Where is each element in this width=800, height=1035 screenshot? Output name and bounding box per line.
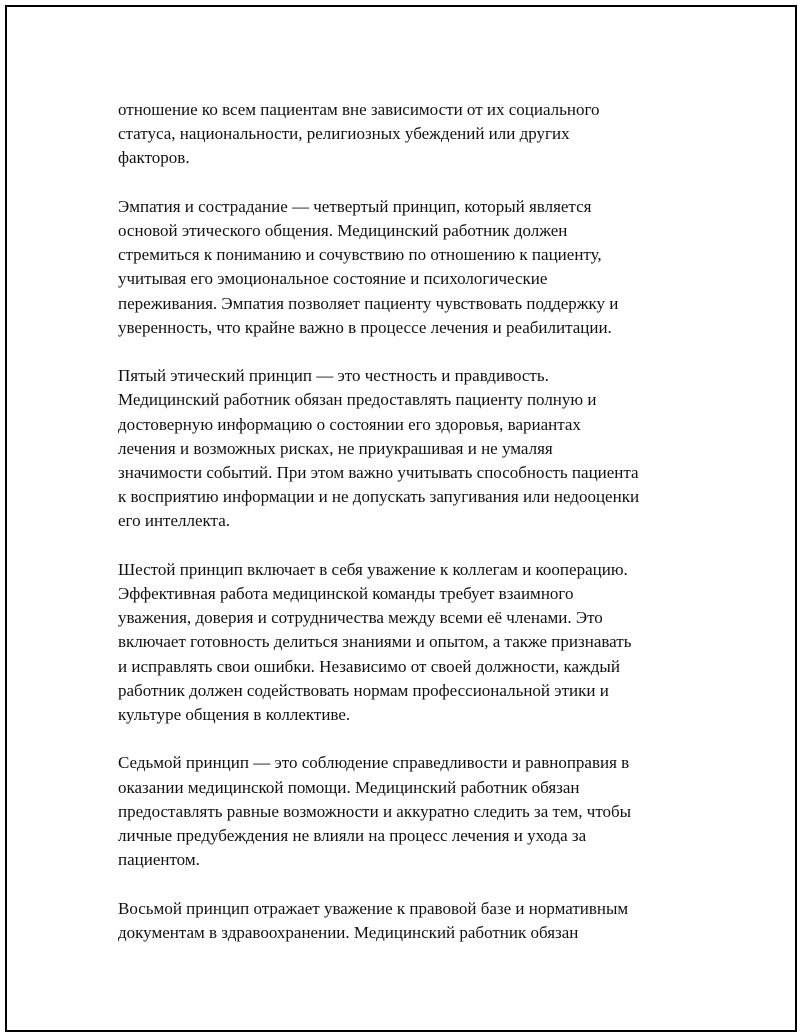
text-line: документам в здравоохранении. Медицинский работник обязан — [118, 922, 579, 942]
text-line: стремиться к пониманию и сочувствию по отношению к пациенту, — [118, 245, 602, 265]
text-line: лечения и возможных рисках, не приукрашивая и не умаляя — [118, 438, 553, 458]
text-line: уважения, доверия и сотрудничества между всеми её членами. Это — [118, 608, 603, 628]
text-line: основой этического общения. Медицинский работник должен — [118, 221, 568, 240]
text-line: работник должен содействовать нормам профессиональной этики и — [118, 680, 609, 700]
text-line: факторов. — [118, 148, 190, 168]
text-line: уверенность, что крайне важно в процессе лечения и реабилитации. — [118, 317, 612, 337]
text-line: Пятый этический принцип — это честность и правдивость. — [118, 366, 549, 386]
text-line: пациентом. — [118, 850, 200, 870]
text-line: Эмпатия и сострадание — четвертый принцип, который является — [118, 196, 592, 216]
paragraph — [118, 558, 708, 727]
text-line: Седьмой принцип — это соблюдение справедливости и равноправия в — [118, 753, 630, 773]
paragraph — [118, 364, 708, 533]
text-line: его интеллекта. — [118, 511, 230, 531]
paragraph — [118, 195, 708, 340]
text-line: оказании медицинской помощи. Медицинский работник обязан — [118, 777, 580, 797]
text-line: включает готовность делиться знаниями и опытом, а также признавать — [118, 632, 632, 652]
text-line: Эффективная работа медицинской команды требует взаимного — [118, 584, 574, 604]
text-line: предоставлять равные возможности и аккуратно следить за тем, чтобы — [118, 801, 632, 821]
text-line: личные предубеждения не влияли на процесс лечения и ухода за — [118, 826, 587, 846]
paragraph — [118, 751, 708, 872]
document-body — [118, 98, 708, 969]
text-line: статуса, национальности, религиозных убеждений или других — [118, 124, 570, 144]
paragraph — [118, 897, 708, 945]
text-line: достоверную информацию о состоянии его здоровья, вариантах — [118, 414, 581, 434]
text-line: отношение ко всем пациентам вне зависимости от их социального — [118, 100, 600, 119]
text-line: Восьмой принцип отражает уважение к правовой базе и нормативным — [118, 898, 629, 918]
text-line: значимости событий. При этом важно учитывать способность пациента — [118, 463, 639, 483]
paragraph — [118, 98, 708, 171]
document-page — [5, 5, 797, 1032]
text-line: культуре общения в коллективе. — [118, 705, 351, 725]
text-line: Медицинский работник обязан предоставлять пациенту полную и — [118, 390, 597, 410]
text-line: и исправлять свои ошибки. Независимо от своей должности, каждый — [118, 656, 620, 676]
text-line: Шестой принцип включает в себя уважение к коллегам и кооперацию. — [118, 559, 628, 579]
text-line: переживания. Эмпатия позволяет пациенту чувствовать поддержку и — [118, 293, 619, 313]
text-line: к восприятию информации и не допускать запугивания или недооценки — [118, 487, 640, 507]
text-line: учитывая его эмоциональное состояние и психологические — [118, 269, 548, 289]
